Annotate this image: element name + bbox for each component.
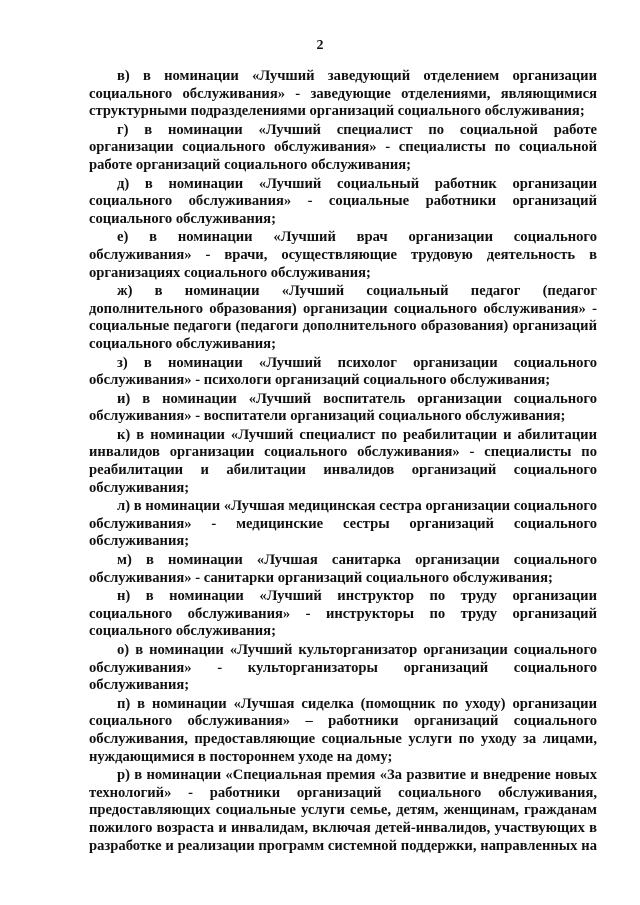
paragraph-r: р) в номинации «Специальная премия «За развитие и внедрение новых технологий» - работники организаций социального обслуживания, предоставляющих социальные услуги семье, детям, женщинам, гражданам пожилого возраста и инвалидам, включая детей-инвалидов, участвующих в разработке и реализации программ системной поддержки, направленных на [89,767,597,854]
paragraph-d: д) в номинации «Лучший социальный работник организации социального обслуживания» - социальные работники организаций социального обслуживания; [89,175,597,227]
paragraph-o: о) в номинации «Лучший культорганизатор организации социального обслуживания» - культорганизаторы организаций социального обслуживания; [89,642,597,694]
paragraph-m: м) в номинации «Лучшая санитарка организации социального обслуживания» - санитарки организаций социального обслуживания; [89,552,597,586]
page-number: 2 [316,38,324,53]
paragraph-e: е) в номинации «Лучший врач организации социального обслуживания» - врачи, осуществляющие трудовую деятельность в организациях социального обслуживания; [89,229,597,281]
paragraph-n: н) в номинации «Лучший инструктор по труду организации социального обслуживания» - инструкторы по труду организаций социального обслуживания; [89,588,597,640]
paragraph-k: к) в номинации «Лучший специалист по реабилитации и абилитации инвалидов организации социального обслуживания» - специалисты по реабилитации и абилитации инвалидов организаций социального обслуживания; [89,426,597,496]
paragraph-z: з) в номинации «Лучший психолог организации социального обслуживания» - психологи организаций социального обслуживания; [89,354,597,389]
paragraph-l: л) в номинации «Лучшая медицинская сестра организации социального обслуживания» - медицинские сестры организаций социального обслуживания; [89,498,597,550]
paragraph-i: и) в номинации «Лучший воспитатель организации социального обслуживания» - воспитатели организаций социального обслуживания; [89,390,597,425]
paragraph-zh: ж) в номинации «Лучший социальный педагог (педагог дополнительного образования) организации социального обслуживания» - социальные педагоги (педагоги дополнительного образования) организаций социального обслуживания; [89,283,597,352]
document-body [89,68,597,856]
paragraph-v: в) в номинации «Лучший заведующий отделением организации социального обслуживания» - заведующие отделениями, являющимися структурными подразделениями организаций социального обслуживания; [89,68,597,120]
paragraph-g: г) в номинации «Лучший специалист по социальной работе организации социального обслуживания» - специалисты по социальной работе организаций социального обслуживания; [89,121,597,173]
paragraph-p: п) в номинации «Лучшая сиделка (помощник по уходу) организации социального обслуживания» – работники организаций социального обслуживания, предоставляющие социальные услуги по уходу за лицами, нуждающимися в постороннем уходе на дому; [89,695,597,765]
